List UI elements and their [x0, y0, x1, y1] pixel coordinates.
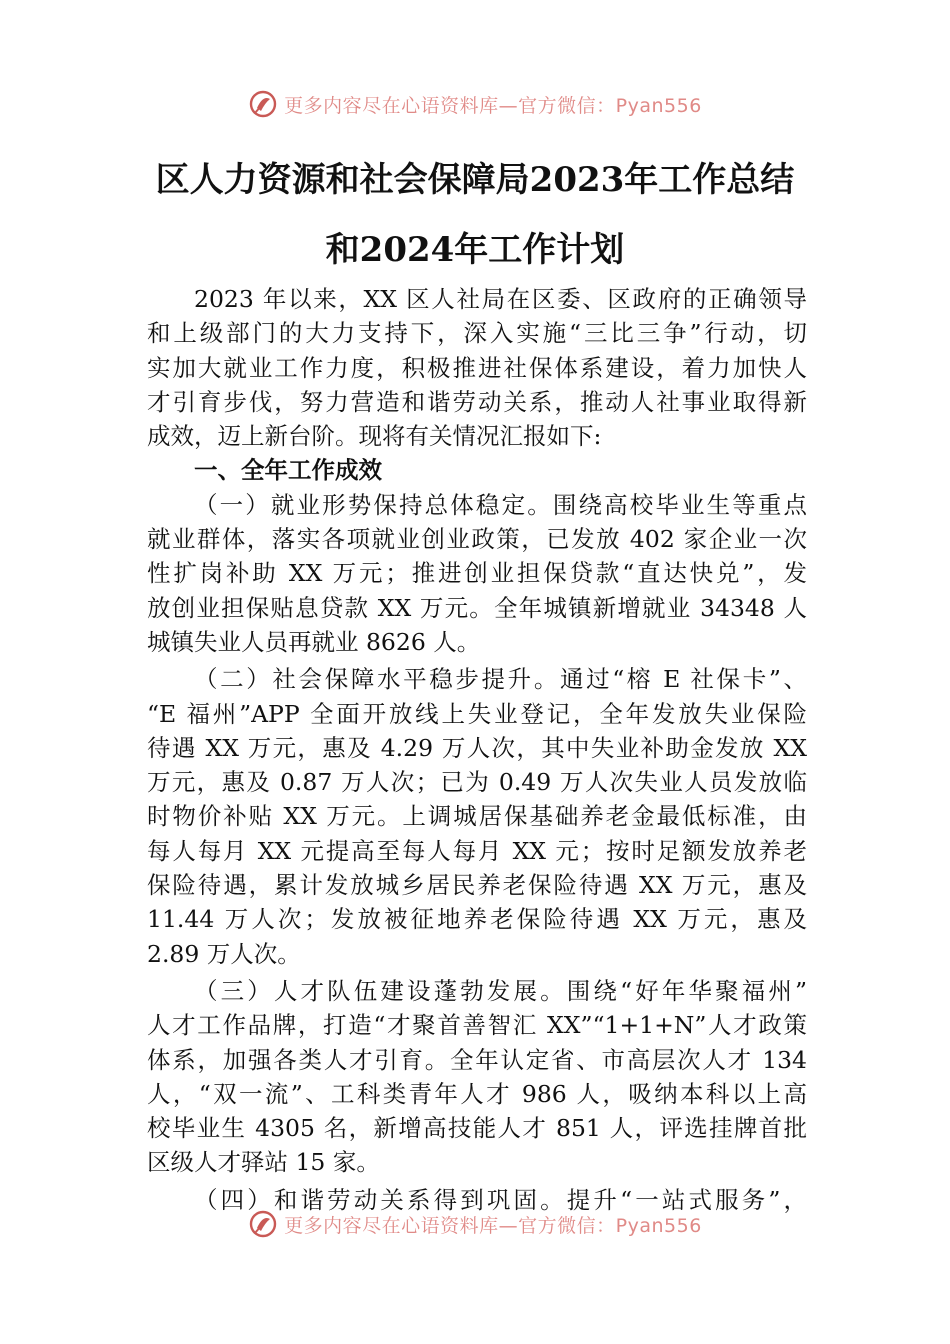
text-line: （三）人才队伍建设蓬勃发展。围绕“好年华聚福州”	[194, 976, 807, 1005]
section-heading: 一、全年工作成效	[194, 456, 382, 485]
text-line: （四）和谐劳动关系得到巩固。提升“一站式服务”，	[194, 1185, 807, 1214]
text-line: 放创业担保贴息贷款 XX 万元。全年城镇新增就业 34348 人	[147, 593, 807, 622]
paragraph-social-security	[147, 662, 807, 971]
text-line: （一）就业形势保持总体稳定。围绕高校毕业生等重点	[194, 490, 807, 519]
text-line: 待遇 XX 万元，惠及 4.29 万人次，其中失业补助金发放 XX	[147, 733, 807, 762]
document-title-line2: 和2024年工作计划	[325, 230, 625, 270]
text-line: 成效，迈上新台阶。现将有关情况汇报如下:	[147, 422, 602, 451]
text-line: “E 福州”APP 全面开放线上失业登记，全年发放失业保险	[147, 699, 807, 728]
text-line: 城镇失业人员再就业 8626 人。	[147, 627, 481, 656]
text-line: 和上级部门的大力支持下，深入实施“三比三争”行动，切	[147, 319, 807, 348]
text-line: 区级人才驿站 15 家。	[147, 1148, 380, 1177]
text-line: 时物价补贴 XX 万元。上调城居保基础养老金最低标准，由	[147, 802, 807, 831]
watermark-text: 更多内容尽在心语资料库—官方微信：Pyan556	[284, 1214, 702, 1237]
text-line: 就业群体，落实各项就业创业政策，已发放 402 家企业一次	[147, 525, 807, 554]
text-line: 人，“双一流”、工科类青年人才 986 人，吸纳本科以上高	[147, 1079, 807, 1108]
document-body	[147, 282, 807, 1217]
text-line: 校毕业生 4305 名，新增高技能人才 851 人，评选挂牌首批	[147, 1114, 807, 1143]
paragraph-employment	[147, 488, 807, 659]
text-line: 体系，加强各类人才引育。全年认定省、市高层次人才 134	[147, 1045, 807, 1074]
text-line: 性扩岗补助 XX 万元；推进创业担保贷款“直达快兑”，发	[147, 559, 807, 588]
text-line: 2023 年以来，XX 区人社局在区委、区政府的正确领导	[194, 285, 807, 313]
watermark-logo-icon	[248, 1209, 278, 1239]
text-line: 才引育步伐，努力营造和谐劳动关系，推动人社事业取得新	[147, 387, 807, 416]
document-title-line1: 区人力资源和社会保障局2023年工作总结	[155, 160, 795, 200]
text-line: 2.89 万人次。	[147, 939, 301, 968]
intro-paragraph	[147, 282, 807, 453]
text-line: 保险待遇，累计发放城乡居民养老保险待遇 XX 万元，惠及	[147, 871, 807, 900]
text-line: （二）社会保障水平稳步提升。通过“榕 E 社保卡”、	[194, 665, 807, 694]
text-line: 人才工作品牌，打造“才聚首善智汇 XX”“1+1+N”人才政策	[147, 1011, 807, 1040]
watermark-footer	[0, 1204, 950, 1244]
paragraph-talent	[147, 974, 807, 1180]
watermark-logo-icon	[248, 89, 278, 119]
text-line: 11.44 万人次；发放被征地养老保险待遇 XX 万元，惠及	[147, 905, 807, 934]
text-line: 实加大就业工作力度，积极推进社保体系建设，着力加快人	[147, 353, 807, 382]
text-line: 万元，惠及 0.87 万人次；已为 0.49 万人次失业人员发放临	[147, 768, 807, 797]
text-line: 每人每月 XX 元提高至每人每月 XX 元；按时足额发放养老	[147, 836, 807, 865]
watermark-text: 更多内容尽在心语资料库—官方微信：Pyan556	[284, 94, 702, 117]
watermark-header	[0, 84, 950, 124]
